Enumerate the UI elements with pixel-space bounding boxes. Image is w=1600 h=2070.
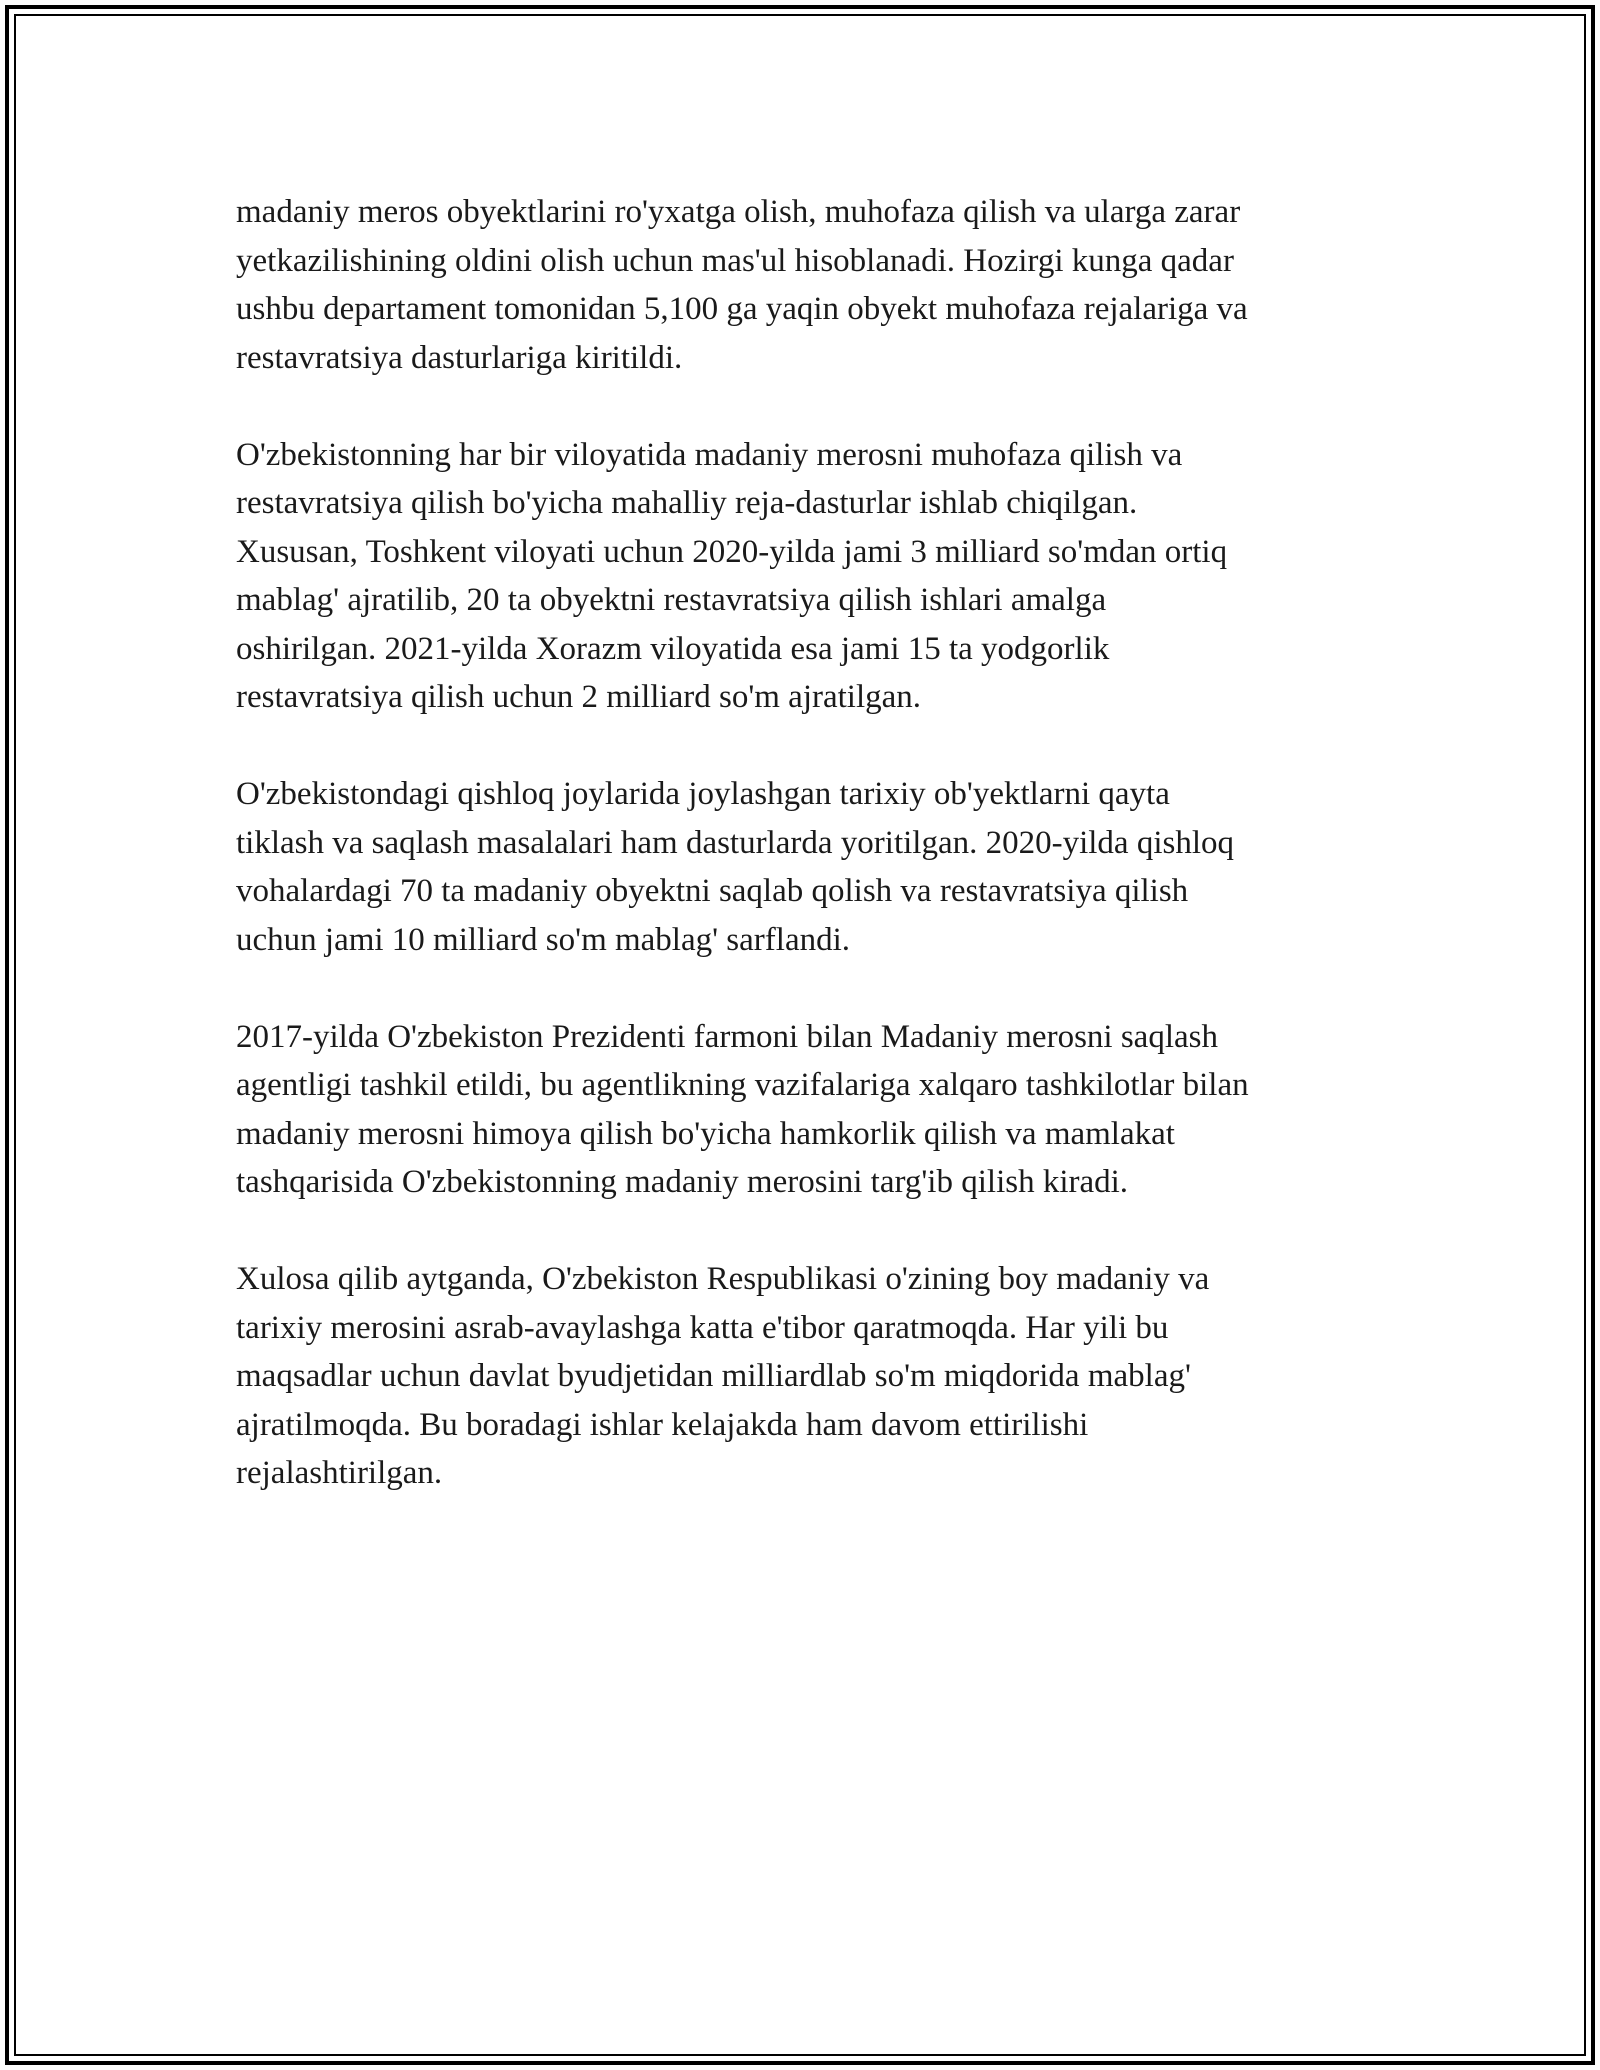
paragraph-3: O'zbekistondagi qishloq joylarida joylashgan tarixiy ob'yektlarni qayta tiklash va saqlash masalalari ham dasturlarda yoritilgan. 2020-yilda qishloq vohalardagi 70 ta madaniy obyektni saqlab qolish va restavratsiya qilish uchun jami 10 milliard so'm mablag' sarflandi. — [236, 776, 1235, 958]
paragraph-2: O'zbekistonning har bir viloyatida madaniy merosni muhofaza qilish va restavratsiya qilish bo'yicha mahalliy reja-dasturlar ishlab chiqilgan. Xususan, Toshkent viloyati uchun 2020-yilda jami 3 milliard so'mdan ortiq mablag' ajratilib, 20 ta obyektni restavratsiya qilish ishlari amalga oshirilgan. 2021-yilda Xorazm viloyatida esa jami 15 ta yodgorlik restavratsiya qilish uchun 2 milliard so'm ajratilgan. — [236, 436, 1228, 715]
paragraph-1: madaniy meros obyektlarini ro'yxatga olish, muhofaza qilish va ularga zarar yetkazilishining oldini olish uchun mas'ul hisoblanadi. Hozirgi kunga qadar ushbu departament tomonidan 5,100 ga yaqin obyekt muhofaza rejalariga va restavratsiya dasturlariga kiritildi. — [236, 194, 1248, 376]
document-body — [236, 188, 1396, 1546]
paragraph-5: Xulosa qilib aytganda, O'zbekiston Respublikasi o'zining boy madaniy va tarixiy merosini asrab-avaylashga katta e'tibor qaratmoqda. Har yili bu maqsadlar uchun davlat byudjetidan milliardlab so'm miqdorida mablag' ajratilmoqda. Bu boradagi ishlar kelajakda ham davom ettirilishi rejalashtirilgan. — [236, 1261, 1210, 1491]
paragraph-4: 2017-yilda O'zbekiston Prezidenti farmoni bilan Madaniy merosni saqlash agentligi tashkil etildi, bu agentlikning vazifalariga xalqaro tashkilotlar bilan madaniy merosni himoya qilish bo'yicha hamkorlik qilish va mamlakat tashqarisida O'zbekistonning madaniy merosini targ'ib qilish kiradi. — [236, 1018, 1249, 1200]
